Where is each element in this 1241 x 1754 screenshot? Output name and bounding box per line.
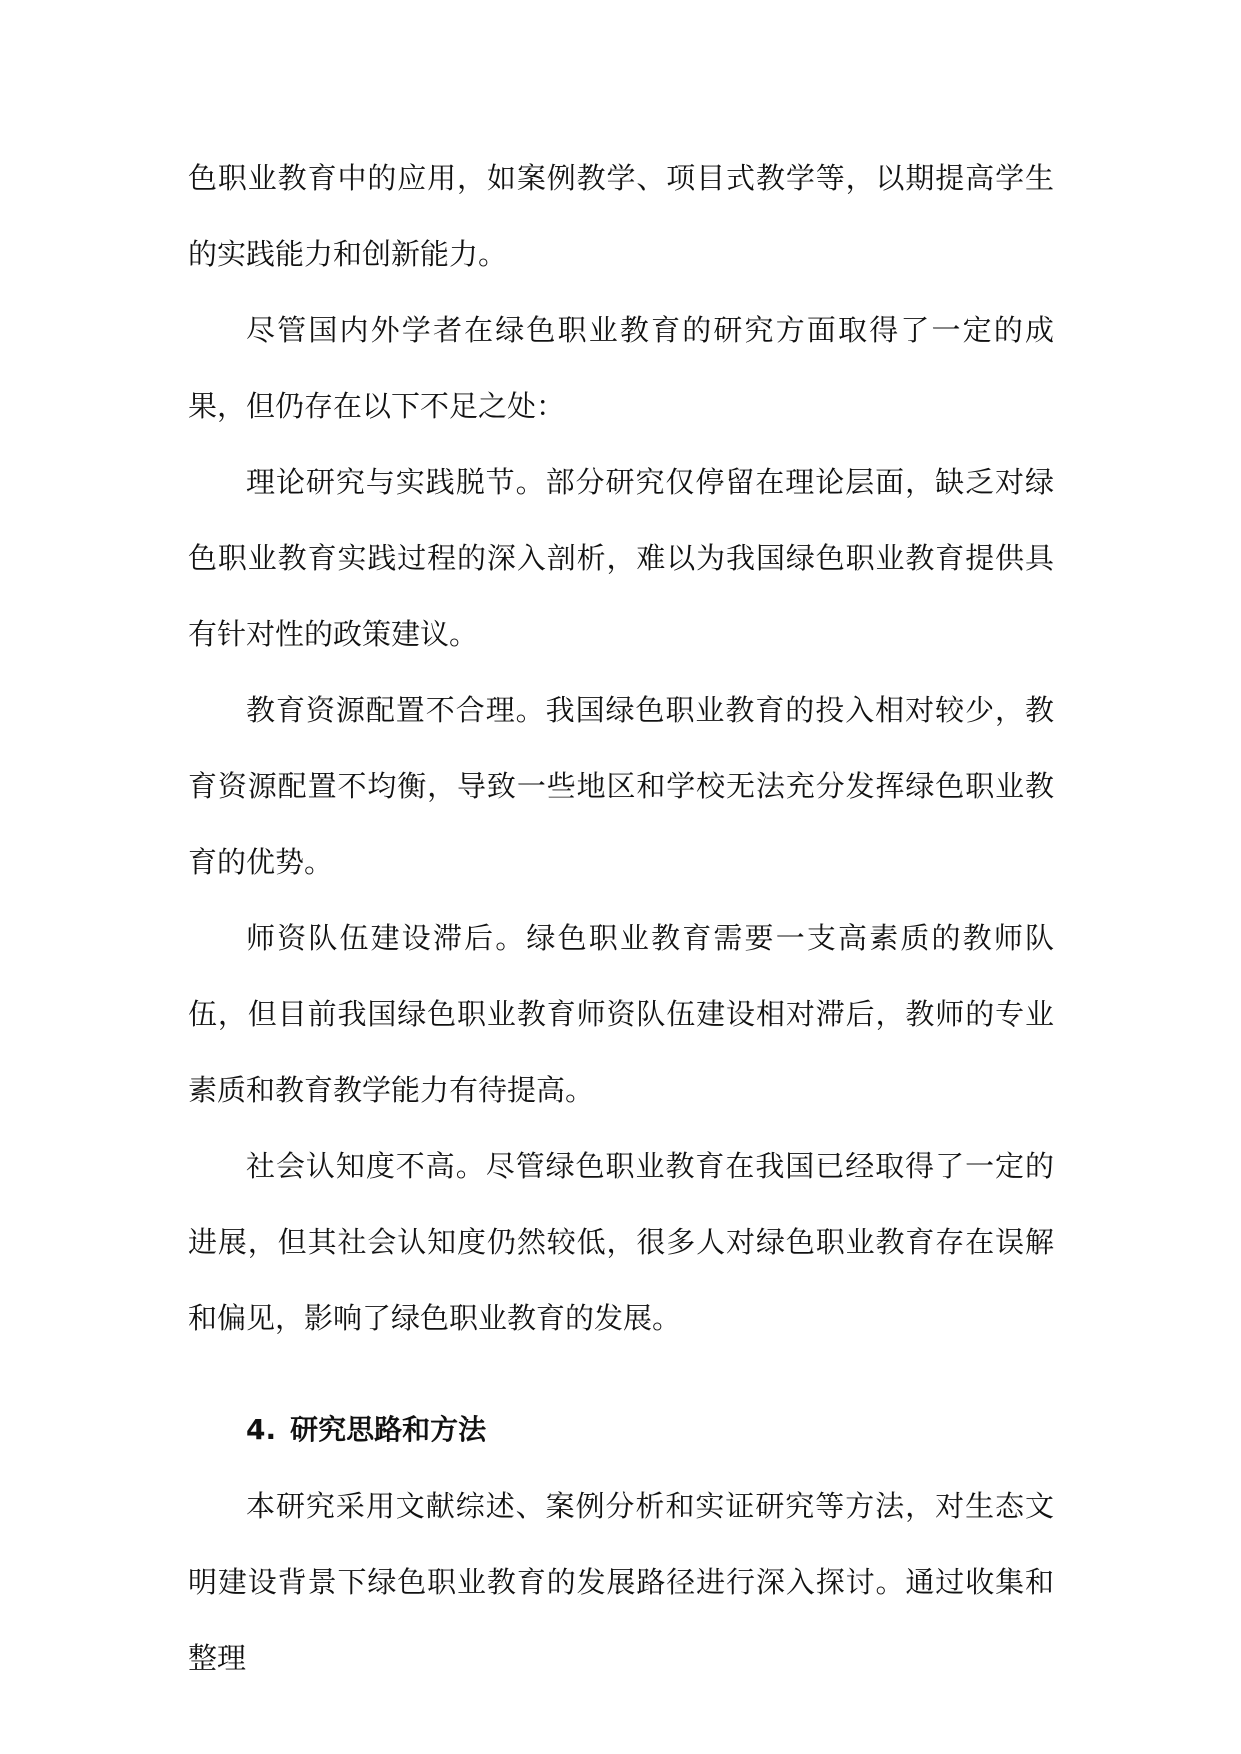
section-number: 4. [246, 1413, 277, 1446]
paragraph-shortcomings-intro: 尽管国内外学者在绿色职业教育的研究方面取得了一定的成果，但仍存在以下不足之处： [188, 313, 1054, 423]
paragraph-methods: 本研究采用文献综述、案例分析和实证研究等方法，对生态文明建设背景下绿色职业教育的发展路径进行深入探讨。通过收集和整理 [188, 1489, 1054, 1675]
body-text [188, 140, 1054, 1696]
paragraph-theory-practice: 理论研究与实践脱节。部分研究仅停留在理论层面，缺乏对绿色职业教育实践过程的深入剖析，难以为我国绿色职业教育提供具有针对性的政策建议。 [188, 465, 1054, 651]
paragraph-resource-allocation: 教育资源配置不合理。我国绿色职业教育的投入相对较少，教育资源配置不均衡，导致一些地区和学校无法充分发挥绿色职业教育的优势。 [188, 693, 1054, 879]
paragraph-continuation: 色职业教育中的应用，如案例教学、项目式教学等，以期提高学生的实践能力和创新能力。 [188, 161, 1054, 271]
section-heading [188, 1392, 1054, 1468]
section-title: 研究思路和方法 [290, 1413, 487, 1446]
paragraph-teaching-staff: 师资队伍建设滞后。绿色职业教育需要一支高素质的教师队伍，但目前我国绿色职业教育师资队伍建设相对滞后，教师的专业素质和教育教学能力有待提高。 [188, 921, 1054, 1107]
paragraph-social-awareness: 社会认知度不高。尽管绿色职业教育在我国已经取得了一定的进展，但其社会认知度仍然较低，很多人对绿色职业教育存在误解和偏见，影响了绿色职业教育的发展。 [188, 1149, 1054, 1335]
